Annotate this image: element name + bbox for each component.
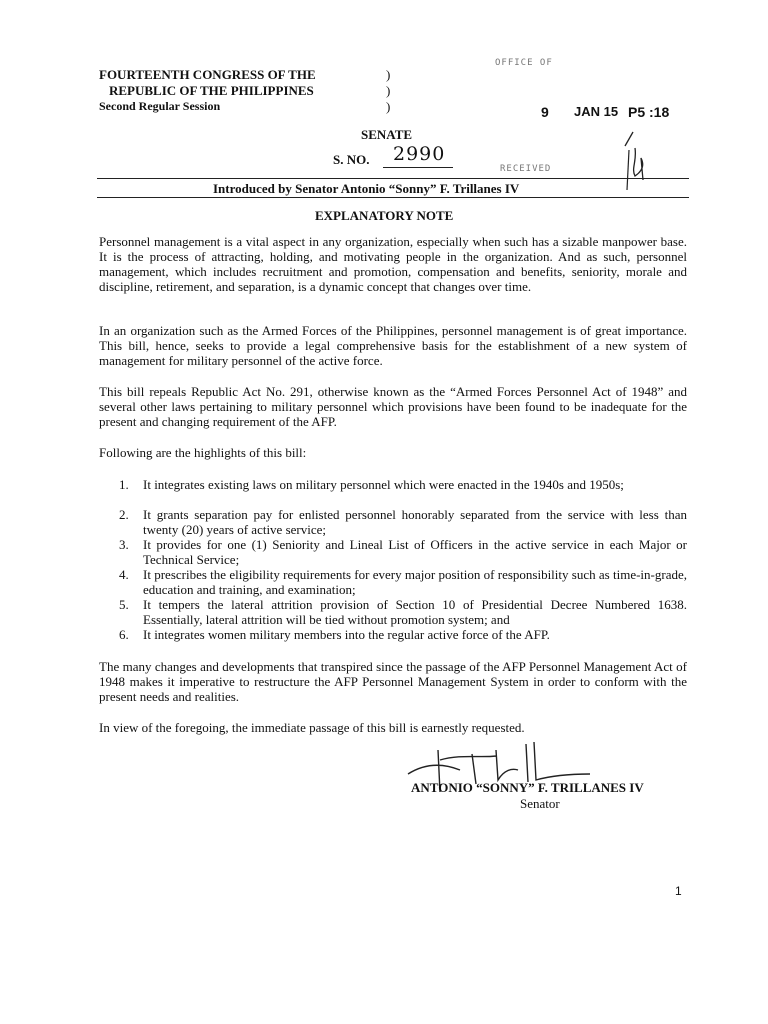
- paragraph-3: This bill repeals Republic Act No. 291, otherwise known as the “Armed Forces Personnel Act of 1948” and several other laws pertaining to military personnel which provisions have been found to be inadequate for the present and changing requirement of the AFP.: [99, 384, 687, 429]
- top-rule: [97, 178, 689, 179]
- list-item: [99, 597, 687, 627]
- congress-line-1: FOURTEENTH CONGRESS OF THE: [99, 67, 316, 82]
- congress-line-2: REPUBLIC OF THE PHILIPPINES: [109, 83, 314, 98]
- list-item-text: It provides for one (1) Seniority and Lineal List of Officers in the active service in each Major or Technical Service;: [143, 537, 687, 567]
- chamber-label: SENATE: [361, 127, 413, 142]
- list-item-text: It integrates women military members into the regular active force of the AFP.: [143, 627, 550, 642]
- paren-1: ): [386, 67, 391, 82]
- list-item: [99, 477, 687, 507]
- paren-3: ): [386, 99, 391, 114]
- list-item-number: 2.: [119, 507, 129, 522]
- page-number: 1: [675, 884, 682, 898]
- paragraph-2: In an organization such as the Armed Forces of the Philippines, personnel management is of great importance. This bill, hence, seeks to provide a legal comprehensive basis for the establishment of a new system of management for military personnel of the active force.: [99, 323, 687, 368]
- list-item-number: 1.: [119, 477, 129, 492]
- bill-number: 2990: [393, 143, 446, 165]
- stamp-office: OFFICE OF: [495, 58, 553, 68]
- list-item: [99, 537, 687, 567]
- list-item-number: 5.: [119, 597, 129, 612]
- highlights-list: [99, 477, 687, 643]
- paragraph-5: The many changes and developments that transpired since the passage of the AFP Personnel Management Act of 1948 makes it imperative to restructure the AFP Personnel Management System in order to conform with the present needs and realities.: [99, 659, 687, 704]
- session-label: Second Regular Session: [99, 99, 221, 113]
- paren-2: ): [386, 83, 391, 98]
- note-title: EXPLANATORY NOTE: [315, 208, 454, 223]
- list-item: [99, 567, 687, 597]
- introduced-by: Introduced by Senator Antonio “Sonny” F. Trillanes IV: [213, 181, 520, 196]
- list-item: [99, 507, 687, 537]
- signatory-title: Senator: [520, 796, 560, 811]
- list-item-number: 6.: [119, 627, 129, 642]
- list-item-number: 4.: [119, 567, 129, 582]
- stamp-received: RECEIVED: [500, 164, 552, 174]
- list-item-number: 3.: [119, 537, 129, 552]
- bill-number-underline: [383, 167, 453, 168]
- list-item-text: It prescribes the eligibility requirements for every major position of responsibility such as time-in-grade, education and training, and examination;: [143, 567, 687, 597]
- list-item-text: It grants separation pay for enlisted personnel honorably separated from the service with less than twenty (20) years of active service;: [143, 507, 687, 537]
- initials-mark: [615, 128, 675, 198]
- list-item-text: It integrates existing laws on military personnel which were enacted in the 1940s and 1950s;: [143, 477, 624, 492]
- list-item: [99, 627, 687, 643]
- signatory-name: ANTONIO “SONNY” F. TRILLANES IV: [411, 780, 644, 795]
- stamp-day: 9: [541, 104, 549, 120]
- list-item-text: It tempers the lateral attrition provision of Section 10 of Presidential Decree Numbered 1638. Essentially, lateral attrition will be tied without promotion system; and: [143, 597, 687, 627]
- bill-number-label: S. NO.: [333, 152, 370, 167]
- stamp-time: P5 :18: [628, 104, 670, 120]
- bottom-rule: [97, 197, 689, 198]
- paragraph-4: Following are the highlights of this bill:: [99, 445, 307, 460]
- stamp-month-year: JAN 15: [574, 104, 619, 119]
- paragraph-6: In view of the foregoing, the immediate passage of this bill is earnestly requested.: [99, 720, 525, 735]
- paragraph-1: Personnel management is a vital aspect in any organization, especially when such has a sizable manpower base. It is the process of attracting, holding, and motivating people in the organization. And as such, personnel management, which includes recruitment and promotion, compensation and benefits, seniority, morale and discipline, retirement, and separation, is a dynamic concept that changes over time.: [99, 234, 687, 294]
